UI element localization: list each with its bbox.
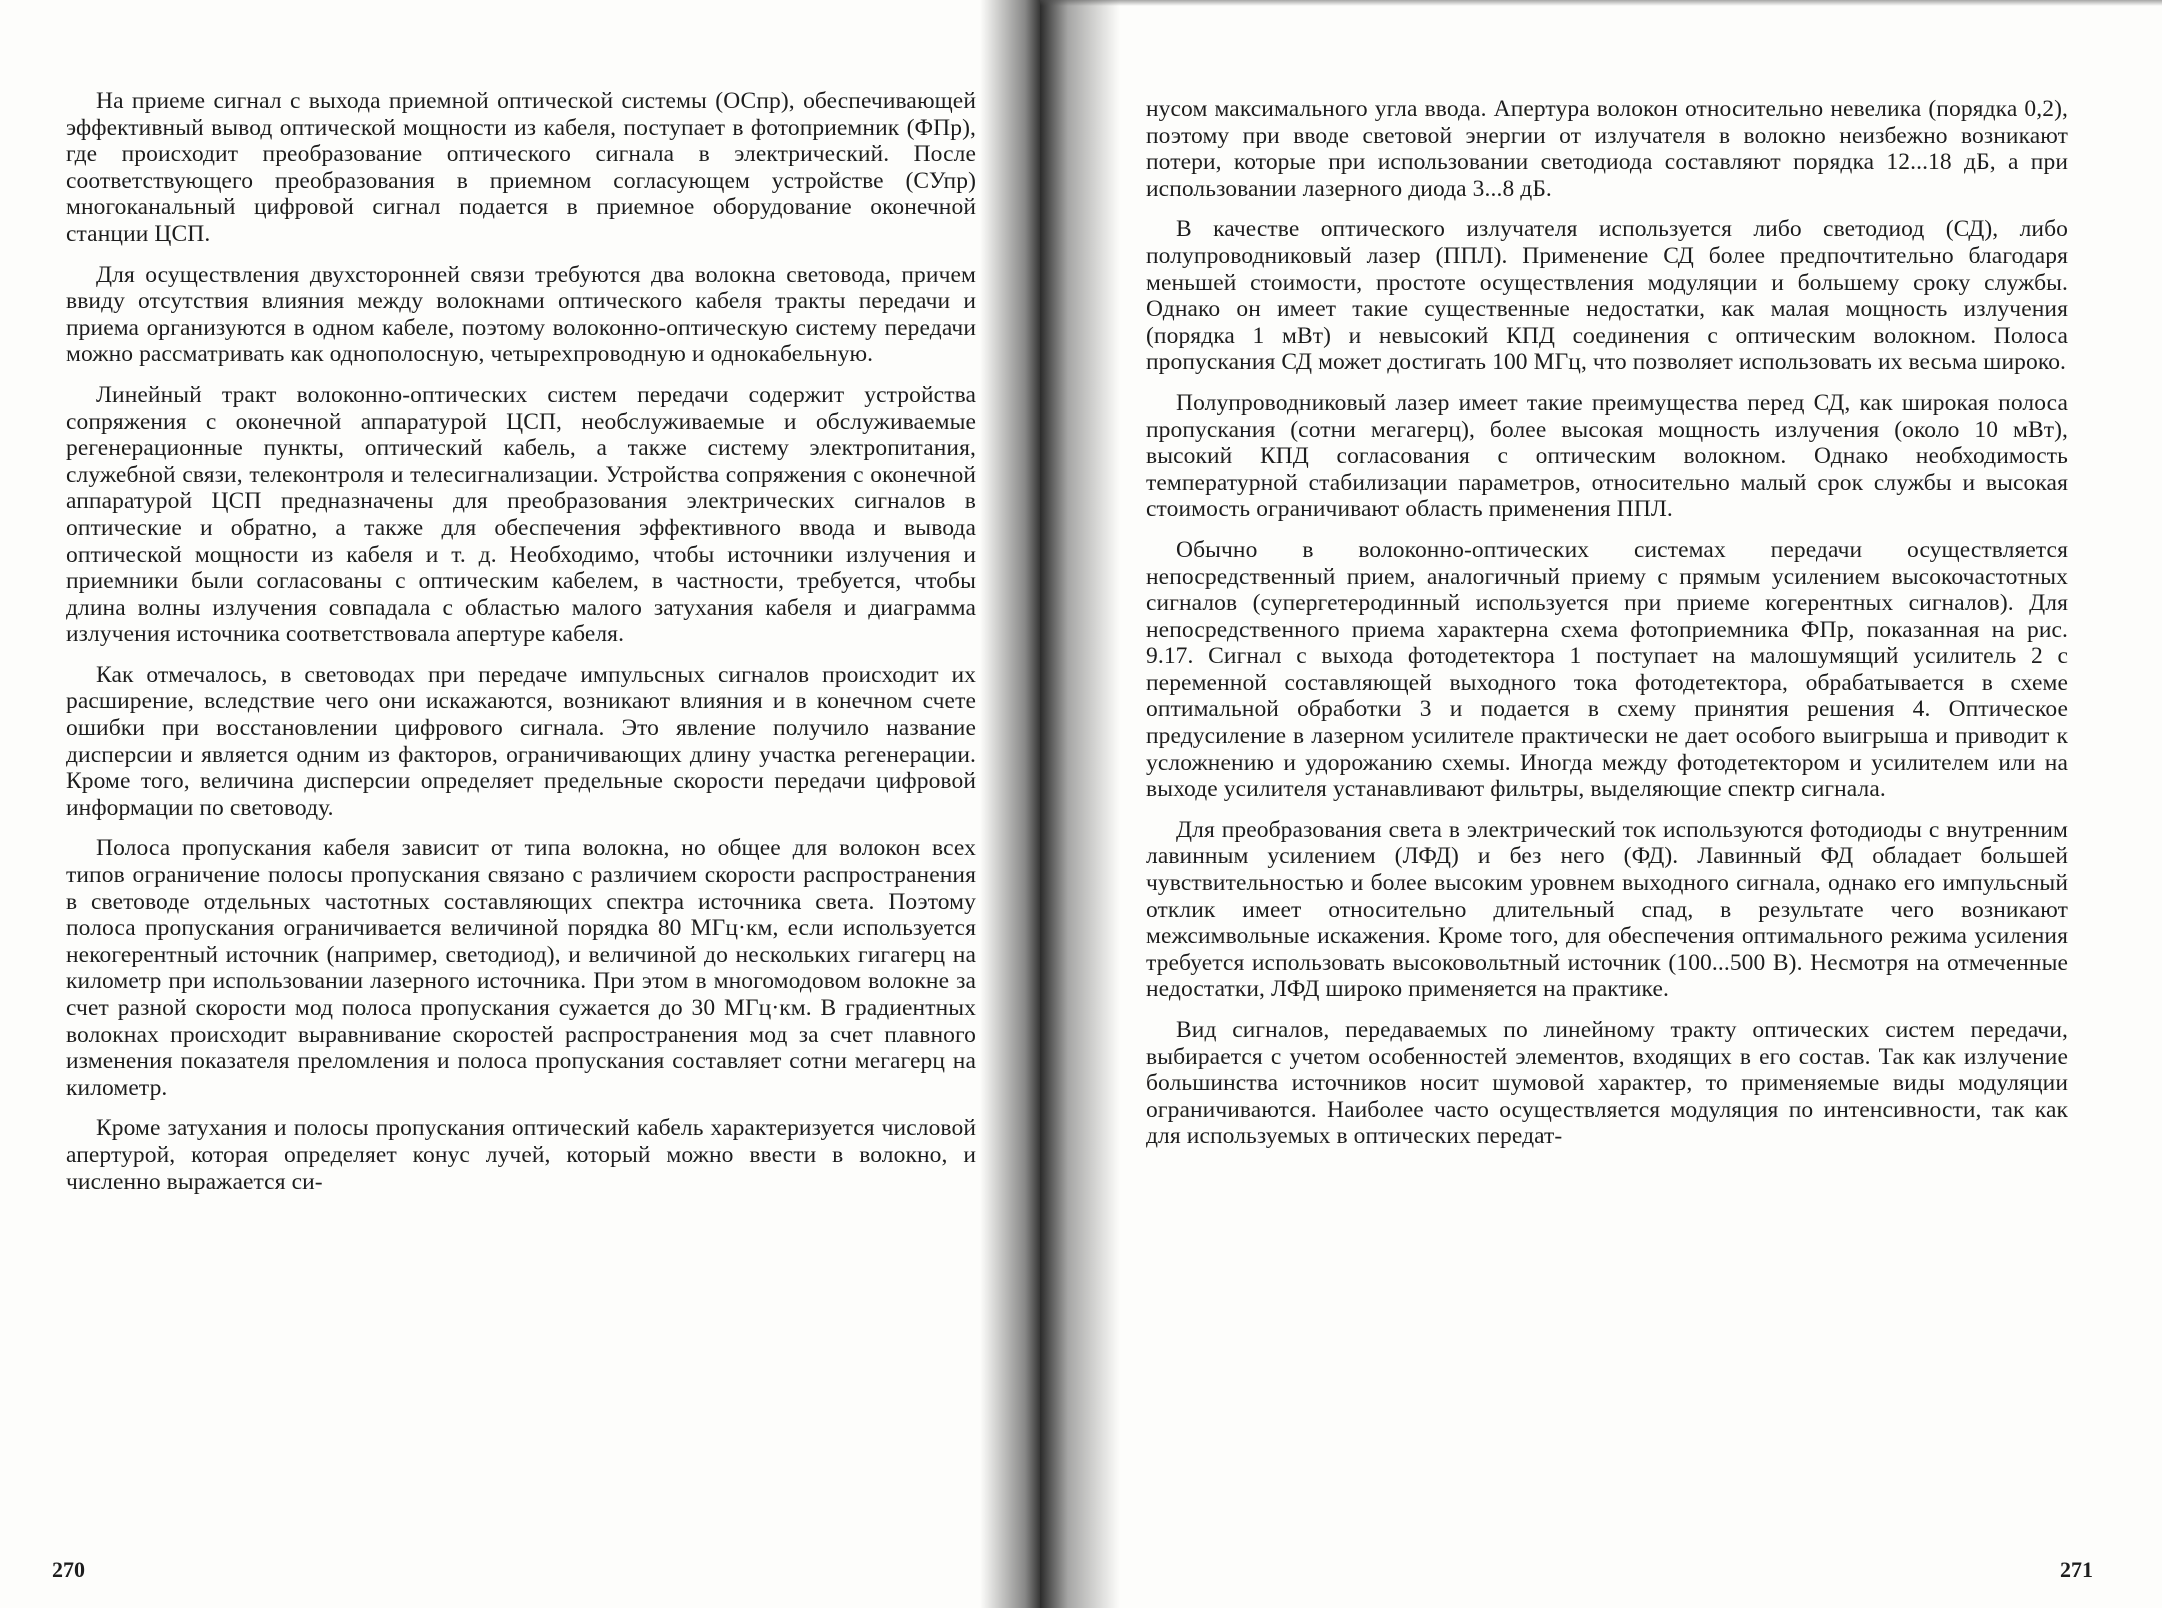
page-number-right: 271 xyxy=(2060,1557,2093,1582)
page-number-left: 270 xyxy=(52,1557,85,1582)
paragraph: На приеме сигнал с выхода приемной оптической системы (ОСпр), обеспечивающей эффективный вывод оптической мощности из кабеля, поступает в фотоприемник (ФПр), где происходит преобразование оптического сигнала в электрический. После соответствующего преобразования в приемном согласующем устройстве (СУпр) многоканальный цифровой сигнал подается в приемное оборудование оконечной станции ЦСП. xyxy=(66,88,976,247)
paragraph: Линейный тракт волоконно-оптических систем передачи содержит устройства сопряжения с оконечной аппаратурой ЦСП, необслуживаемые и обслуживаемые регенерационные пункты, оптический кабель, а также систему электропитания, служебной связи, телеконтроля и телесигнализации. Устройства сопряжения с оконечной аппаратурой ЦСП предназначены для преобразования электрических сигналов в оптические и обратно, а также для обеспечения эффективного ввода и вывода оптической мощности из кабеля и т. д. Необходимо, чтобы источники излучения и приемники были согласованы с оптическим кабелем, в частности, требуется, чтобы длина волны излучения совпадала с областью малого затухания кабеля и диаграмма излучения источника соответствовала апертуре кабеля. xyxy=(66,381,976,648)
paragraph: Как отмечалось, в световодах при передаче импульсных сигналов происходит их расширение, вследствие чего они искажаются, возникают влияния и в конечном счете ошибки при восстановлении цифрового сигнала. Это явление получило название дисперсии и является одним из факторов, ограничивающих длину участка регенерации. Кроме того, величина дисперсии определяет предельные скорости передачи цифровой информации по световоду. xyxy=(66,661,976,821)
right-page xyxy=(1040,0,2162,1608)
paragraph: нусом максимального угла ввода. Апертура волокон относительно невелика (порядка 0,2), поэтому при вводе световой энергии от излучателя в волокно неизбежно возникают потери, которые при использовании светодиода составляют порядка 12...18 дБ, а при использовании лазерного диода 3...8 дБ. xyxy=(1146,96,2068,202)
right-page-text xyxy=(1146,96,2068,1164)
left-page xyxy=(0,0,1040,1608)
paragraph: Для преобразования света в электрический ток используются фотодиоды с внутренним лавинным усилением (ЛФД) и без него (ФД). Лавинный ФД обладает большей чувствительностью и более высоким уровнем выходного сигнала, однако его импульсный отклик имеет относительно длительный спад, в результате чего возникают межсимвольные искажения. Кроме того, для обеспечения оптимального режима усиления требуется использовать высоковольтный источник (100...500 В). Несмотря на отмеченные недостатки, ЛФД широко применяется на практике. xyxy=(1146,816,2068,1003)
paragraph: В качестве оптического излучателя используется либо светодиод (СД), либо полупроводниковый лазер (ППЛ). Применение СД более предпочтительно благодаря меньшей стоимости, простоте осуществления модуляции и большему сроку службы. Однако он имеет такие существенные недостатки, как малая мощность излучения (порядка 1 мВт) и невысокий КПД соединения с оптическим волокном. Полоса пропускания СД может достигать 100 МГц, что позволяет использовать их весьма широко. xyxy=(1146,216,2068,376)
left-page-text xyxy=(66,88,976,1209)
paragraph: Кроме затухания и полосы пропускания оптический кабель характеризуется числовой апертурой, которая определяет конус лучей, который можно ввести в волокно, и численно выражается си- xyxy=(66,1115,976,1195)
paragraph: Полупроводниковый лазер имеет такие преимущества перед СД, как широкая полоса пропускания (сотни мегагерц), более высокая мощность излучения (около 10 мВт), высокий КПД согласования с оптическим волокном. Однако необходимость температурной стабилизации параметров, относительно малый срок службы и высокая стоимость ограничивают область применения ППЛ. xyxy=(1146,389,2068,523)
paragraph: Вид сигналов, передаваемых по линейному тракту оптических систем передачи, выбирается с учетом особенностей элементов, входящих в его состав. Так как излучение большинства источников носит шумовой характер, то применяемые виды модуляции ограничиваются. Наиболее часто осуществляется модуляция по интенсивности, так как для используемых в оптических передат- xyxy=(1146,1017,2068,1150)
paragraph: Обычно в волоконно-оптических системах передачи осуществляется непосредственный прием, аналогичный приему с прямым усилением высокочастотных сигналов (супергетеродинный используется при приеме когерентных сигналов). Для непосредственного приема характерна схема фотоприемника ФПр, показанная на рис. 9.17. Сигнал с выхода фотодетектора 1 поступает на малошумящий усилитель 2 с переменной составляющей выходного тока фотодетектора, обрабатывается в схеме оптимальной обработки 3 и подается в схему принятия решения 4. Оптическое предусиление в лазерном усилителе практически не дает особого выигрыша и приводит к усложнению и удорожанию схемы. Иногда между фотодетектором и усилителем или на выходе усилителя устанавливают фильтры, выделяющие спектр сигнала. xyxy=(1146,536,2068,803)
paragraph: Для осуществления двухсторонней связи требуются два волокна световода, причем ввиду отсутствия влияния между волокнами оптического кабеля тракты передачи и приема организуются в одном кабеле, поэтому волоконно-оптическую систему передачи можно рассматривать как однополосную, четырехпроводную и однокабельную. xyxy=(66,261,976,368)
paragraph: Полоса пропускания кабеля зависит от типа волокна, но общее для волокон всех типов ограничение полосы пропускания связано с различием скорости распространения в световоде отдельных частотных составляющих спектра источника света. Поэтому полоса пропускания ограничивается величиной порядка 80 МГц·км, если используется некогерентный источник (например, светодиод), и величиной до нескольких гигагерц на километр при использовании лазерного источника. При этом в многомодовом волокне за счет разной скорости мод полоса пропускания сужается до 30 МГц·км. В градиентных волокнах происходит выравнивание скоростей распространения мод за счет плавного изменения показателя преломления и полоса пропускания составляет сотни мегагерц на километр. xyxy=(66,835,976,1101)
